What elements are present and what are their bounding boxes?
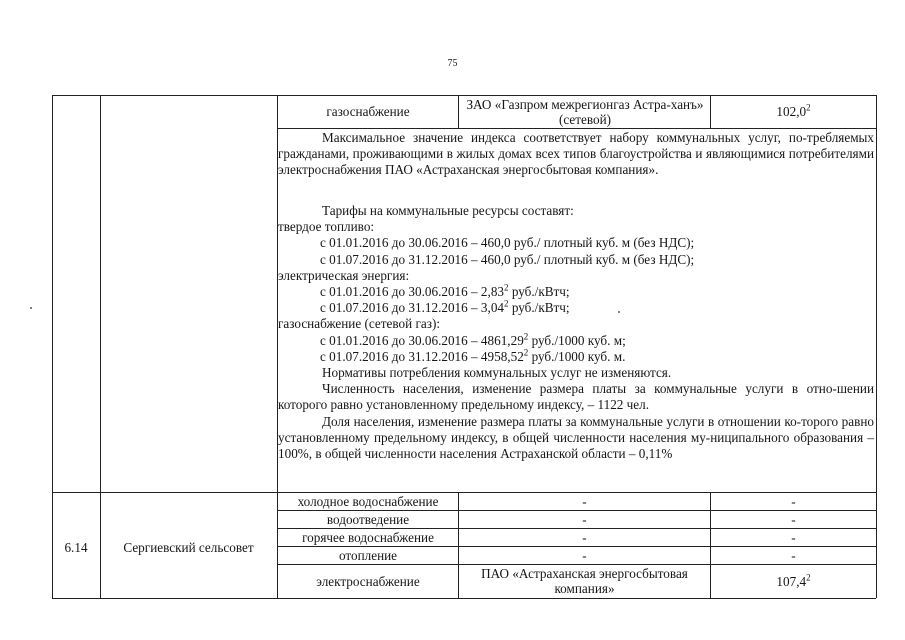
gas-index-footnote: 2 [806,102,811,113]
gas-tariff-1-footnote: 2 [523,331,529,342]
gas-service-cell: газоснабжение [326,104,410,119]
electricity-index-footnote: 2 [806,572,811,583]
row-divider-3 [277,546,876,547]
gas-provider-cell: ЗАО «Газпром межрегионгаз Астра-ханъ» (сетевой) [466,97,704,127]
gas-tariff-2 [278,349,874,365]
gas-tariff-1-unit: руб./1000 куб. м; [528,332,626,348]
row-divider-4 [277,564,876,565]
scan-speck [30,307,32,309]
electric-tariff-2-footnote: 2 [504,298,509,309]
solid-fuel-label: твердое топливо: [278,219,375,235]
electric-tariff-2 [278,300,874,316]
solid-fuel-tariff-1: с 01.01.2016 до 30.06.2016 – 460,0 руб./ плотный куб. м (без НДС); [320,235,695,251]
table-bottom-border [52,598,876,599]
scan-speck [618,311,620,313]
gas-tariff-1 [278,333,874,349]
row-divider-1 [277,510,876,511]
index-heating: - [791,548,796,563]
gas-row-bottom-border [277,128,876,129]
solid-fuel-tariff-2: с 01.07.2016 до 31.12.2016 – 460,0 руб./ плотный куб. м (без НДС); [320,251,695,267]
index-hot-water: - [791,530,796,545]
share-paragraph: Доля населения, изменение размера платы за коммунальные услуги в отношении ко-торого равно установленному предельному индексу, в общей численности населения му-ниципального образования – 100%, в общей численности населения Астраханской области – 0,11% [278,413,874,462]
tariffs-intro: Тарифы на коммунальные ресурсы составят: [322,203,574,218]
electric-tariff-1-value: с 01.01.2016 до 30.06.2016 – 2,83 [320,284,505,300]
section-number: 6.14 [64,540,88,555]
service-heating: отопление [338,548,398,563]
gas-tariff-2-footnote: 2 [523,347,529,358]
gas-label: газоснабжение (сетевой газ): [278,316,441,332]
index-electricity [711,574,876,589]
col-divider-number [100,95,101,598]
electricity-index-value: 107,4 [776,574,807,589]
gas-tariff-1-value: с 01.01.2016 до 30.06.2016 – 4861,29 [320,332,524,348]
service-electricity: электроснабжение [316,574,420,589]
provider-hot-water: - [582,530,587,545]
text-block-1 [278,130,874,179]
table-left-border [52,95,53,598]
table-top-border [52,95,876,96]
electric-tariff-2-unit: руб./кВтч; [508,300,570,316]
gas-tariff-2-unit: руб./1000 куб. м. [528,348,626,364]
provider-cold-water: - [582,494,587,509]
max-index-paragraph: Максимальное значение индекса соответствует набору коммунальных услуг, по-требляемых гражданами, проживающими в жилых домах всех типов благоустройства и являющимися потребителями электроснабжения ПАО «Астраханская энергосбытовая компания». [278,130,874,178]
service-cold-water: холодное водоснабжение [297,494,439,509]
gas-index-value: 102,0 [776,104,807,119]
section-name: Сергиевский сельсовет [123,540,254,555]
electric-label: электрическая энергия: [278,267,410,283]
text-block-2 [278,203,874,462]
norms-paragraph: Нормативы потребления коммунальных услуг не изменяются. [322,365,672,381]
index-sewerage: - [791,512,796,527]
section-top-border [52,492,876,493]
electric-tariff-1 [278,284,874,300]
service-sewerage: водоотведение [326,512,410,527]
provider-sewerage: - [582,512,587,527]
provider-electricity: ПАО «Астраханская энергосбытовая компания» [481,566,688,596]
electric-tariff-1-unit: руб./кВтч; [508,284,570,300]
row-divider-2 [277,528,876,529]
col-divider-service-top [458,95,459,128]
index-cold-water: - [791,494,796,509]
table-right-border [876,95,877,598]
electric-tariff-1-footnote: 2 [504,282,509,293]
population-paragraph: Численность населения, изменение размера платы за коммунальные услуги в отно-шении которого равно установленному предельному индексу, – 1122 чел. [278,381,874,413]
gas-index-cell [711,104,876,119]
provider-heating: - [582,548,587,563]
service-hot-water: горячее водоснабжение [302,530,434,545]
gas-tariff-2-value: с 01.07.2016 до 31.12.2016 – 4958,52 [320,348,524,364]
electric-tariff-2-value: с 01.07.2016 до 31.12.2016 – 3,04 [320,300,505,316]
page-number: 75 [447,58,458,69]
